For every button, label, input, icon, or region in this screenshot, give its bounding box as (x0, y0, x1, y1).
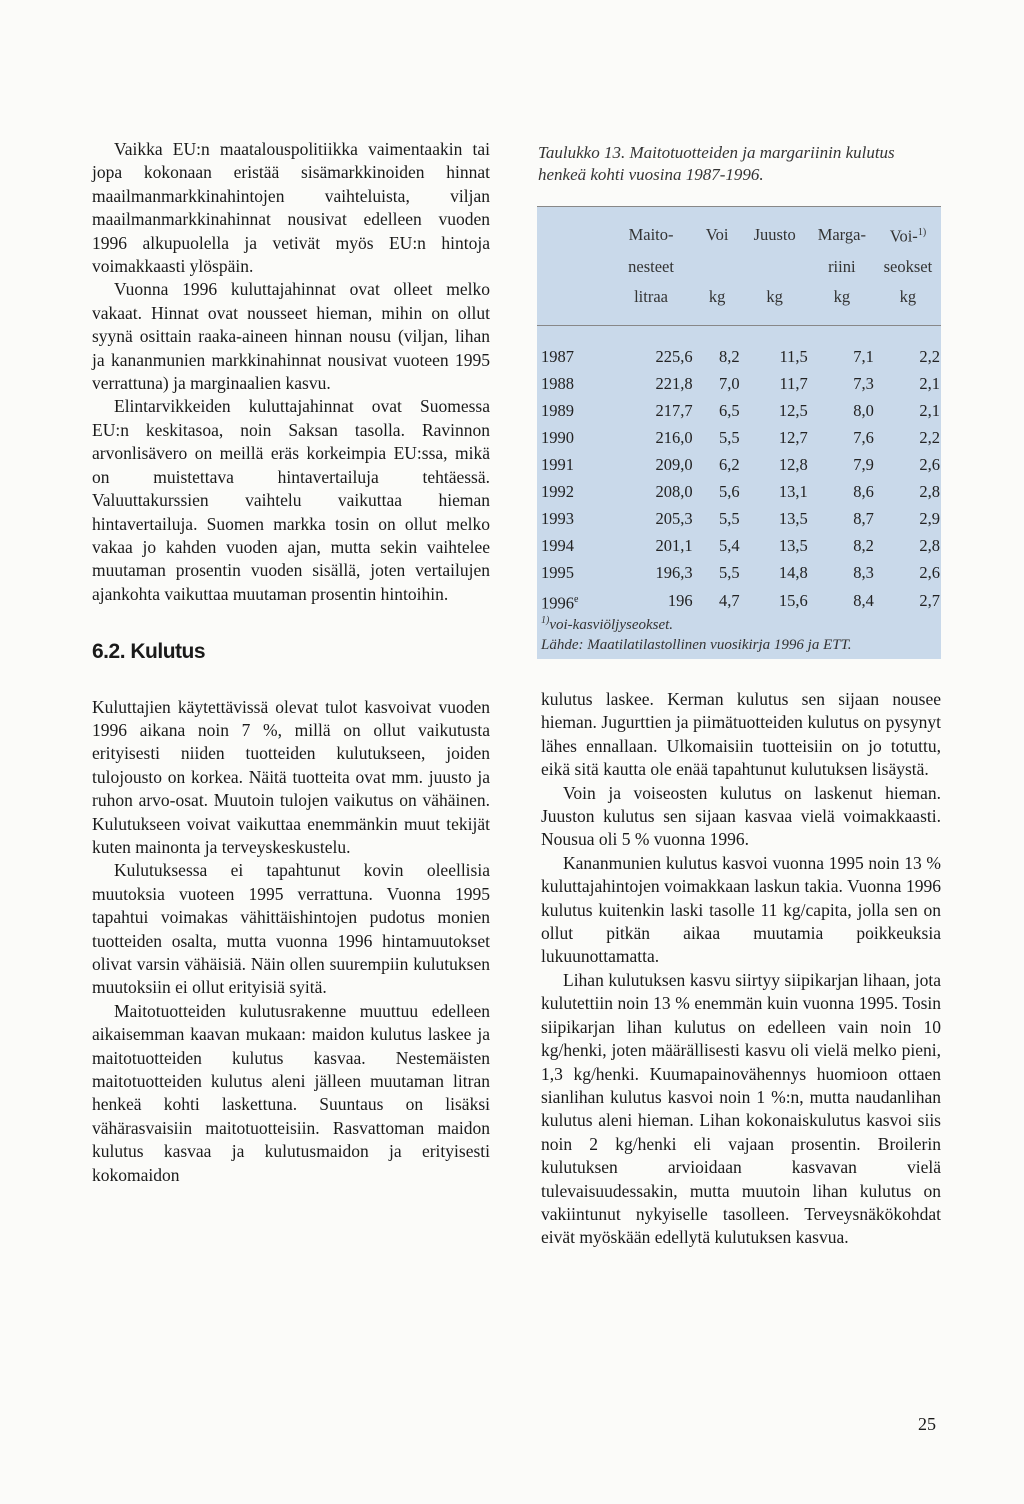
section-heading: 6.2. Kulutus (92, 640, 206, 664)
table-row (537, 478, 941, 505)
table-body (537, 325, 941, 616)
value-cell: 201,1 (655, 535, 693, 555)
value-cell: 2,7 (919, 591, 940, 611)
year-cell: 1996e (541, 593, 579, 612)
value-cell: 8,4 (853, 591, 874, 611)
header-cell: riini (828, 256, 856, 276)
value-cell: 5,5 (718, 427, 740, 447)
table-row (537, 397, 941, 424)
paragraph: Voin ja voiseosten kulutus on laskenut hieman. Juuston kulutus sen sijaan kasvaa vielä voimakkaasti. Nousua oli 5 % vuonna 1996. (541, 782, 941, 850)
unit-cell: kg (809, 282, 875, 326)
value-cell: 13,5 (778, 535, 808, 555)
table-row (537, 559, 941, 586)
year-cell: 1988 (541, 373, 574, 393)
value-cell: 2,1 (919, 373, 940, 393)
header-cell: seokset (883, 256, 933, 276)
value-cell: 8,7 (853, 508, 874, 528)
value-cell: 2,6 (919, 454, 940, 474)
value-cell: 209,0 (655, 454, 693, 474)
right-column (541, 688, 941, 1250)
paragraph: kulutus laskee. Kerman kulutus sen sijaan nousee hieman. Jugurttien ja piimätuotteiden kulutus on pysynyt lähes ennallaan. Ulkomaisiin tuotteisiin on jo totuttu, eikä sitä kautta ole enää tapahtunut kulutuksen lisäystä. (541, 689, 941, 780)
header-milk: Maito- (628, 224, 674, 244)
table-row (537, 532, 941, 559)
value-cell: 205,3 (655, 508, 693, 528)
footnote-mark: 1) (541, 615, 550, 626)
value-cell: 5,5 (718, 562, 740, 582)
source-note: Lähde: Maatilatilastollinen vuosikirja 1996 ja ETT. (541, 637, 852, 653)
value-cell: 8,2 (853, 535, 874, 555)
page-number: 25 (918, 1414, 936, 1434)
value-cell: 7,1 (853, 346, 874, 366)
paragraph: Kulutuksessa ei tapahtunut kovin oleellisia muutoksia vuoteen 1995 verrattuna. Vuonna 1995 tapahtui voimakas vähittäishintojen pudotus monien tuotteiden osalta, mutta vuonna 1996 hintamuutokset olivat varsin vähäisiä. Näin ollen suurempiin kulutuksen muutoksiin ei ollut erityisiä syitä. (92, 860, 490, 998)
year-cell: 1993 (541, 508, 574, 528)
value-cell: 2,2 (919, 427, 940, 447)
value-cell: 4,7 (718, 591, 740, 611)
value-cell: 225,6 (655, 346, 693, 366)
value-cell: 221,8 (655, 373, 693, 393)
header-blends: Voi-$^{1)}$ (889, 226, 927, 246)
year-cell: 1989 (541, 400, 574, 420)
value-cell: 5,4 (718, 535, 740, 555)
table-row (537, 505, 941, 532)
value-cell: 217,7 (655, 400, 693, 420)
table-row (537, 370, 941, 397)
paragraph: Lihan kulutuksen kasvu siirtyy siipikarjan lihaan, jota kulutettiin noin 13 % enemmän kuin vuonna 1995. Tosin siipikarjan lihan kulutus on edelleen vain noin 10 kg/henki, joten määrällisesti kasvu oli vielä melko pieni, 1,3 kg/henki. Kuumapainovähennys huomioon ottaen sianlihan kulutus kasvoi noin 1 %:n, mutta naudanlihan kulutus aleni hieman. Lihan kokonaiskulutus kasvoi siis noin 2 kg/henki eli vajaan prosentin. Broilerin kulutuksen arvioidaan kasvavan vielä tulevaisuudessakin, mutta muutoin lihan kulutus on vakiintunut nykyiselle tasolleen. Terveysnäkökohdat eivät myöskään edellytä kulutuksen kasvua. (541, 969, 941, 1248)
value-cell: 196 (667, 591, 693, 611)
value-cell: 8,2 (718, 346, 740, 366)
paragraph: Vuonna 1996 kuluttajahinnat ovat olleet melko vakaat. Hinnat ovat nousseet hieman, mihin on ollut syynä osittain raaka-aineen hinnan nousu (viljan, lihan ja kananmunien markkinahinnat nousivat vuoteen 1995 verrattuna) ja marginaalien kasvu. (92, 279, 490, 394)
value-cell: 6,2 (718, 454, 740, 474)
value-cell: 216,0 (655, 427, 693, 447)
header-butter: Voi (705, 224, 729, 244)
table-row (537, 424, 941, 451)
value-cell: 12,8 (778, 454, 808, 474)
value-cell: 7,0 (718, 373, 740, 393)
table-row (537, 451, 941, 478)
value-cell: 2,6 (919, 562, 940, 582)
value-cell: 196,3 (655, 562, 693, 582)
value-cell: 15,6 (778, 591, 808, 611)
value-cell: 2,8 (919, 535, 940, 555)
footnote: voi-kasviöljyseokset. (549, 617, 674, 633)
paragraph: Kananmunien kulutus kasvoi vuonna 1995 noin 13 % kuluttajahintojen voimakkaan laskun takia. Vuonna 1996 kulutus kuitenkin laski tasolle 11 kg/capita, jolla sen on ollut pitkän aikaa muutamia poikkeuksia lukuunottamatta. (541, 852, 941, 967)
paragraph: Maitotuotteiden kulutusrakenne muuttuu edelleen aikaisemman kaavan mukaan: maidon kulutus laskee ja maitotuotteiden kulutus kasvaa. Nestemäisten maitotuotteiden kulutus aleni jälleen muutaman litran henkeä kohti laskettuna. Suuntaus on lisäksi vähärasvaisiin maitotuotteisiin. Rasvattoman maidon kulutus kasvaa ja kulutusmaidon ja erityisesti kokomaidon (92, 1000, 490, 1185)
value-cell: 8,6 (853, 481, 874, 501)
unit-cell: litraa (608, 282, 693, 326)
value-cell: 2,9 (919, 508, 940, 528)
value-cell: 13,5 (778, 508, 808, 528)
value-cell: 8,0 (853, 400, 874, 420)
value-cell: 7,3 (853, 373, 874, 393)
estimate-mark: e (574, 593, 579, 605)
value-cell: 11,5 (779, 346, 808, 366)
value-cell: 7,6 (853, 427, 874, 447)
value-cell: 12,7 (778, 427, 808, 447)
header-cheese: Juusto (753, 224, 796, 244)
paragraph: Vaikka EU:n maatalouspolitiikka vaimentaakin tai jopa kokonaan eristää sisämarkkinoiden hinnat maailmanmarkkinahintojen vaihteluista, viljan maailmanmarkkinahinnat nousivat edelleen vuoden 1996 alkupuolella ja vetivät myös EU:n hintoja voimakkaasti ylöspäin. (92, 139, 490, 277)
header-margarine: Marga- (817, 224, 866, 244)
table-caption: Taulukko 13. Maitotuotteiden ja margariinin kulutus henkeä kohti vuosina 1987-1996. (538, 143, 895, 184)
paragraph: Kuluttajien käytettävissä olevat tulot kasvoivat vuoden 1996 aikana noin 7 %, millä on ollut vaikutusta erityisesti niiden tuotteiden kulutukseen, joiden tulojousto on korkea. Näitä tuotteita ovat mm. juusto ja ruhon arvo-osat. Muutoin tulojen vaikutus on vähäinen. Kulutukseen voivat vaikuttaa enemmänkin muut tekijät kuten mainonta ja terveyskeskustelu. (92, 696, 490, 857)
year-cell: 1994 (541, 535, 574, 555)
unit-cell: kg (741, 282, 809, 326)
year-cell: 1995 (541, 562, 574, 582)
value-cell: 2,8 (919, 481, 940, 501)
paragraph: Elintarvikkeiden kuluttajahinnat ovat Suomessa EU:n keskitasoa, noin Saksan tasolla. Ravinnon arvonlisävero on meillä eräs korkeimpia EU:ssa, mikä on muistettava hintavertailuja tehtäessä. Valuuttakurssien vaihtelu vaikuttaa hieman hintavertailuja. Suomen markka tosin on ollut melko vakaa jo kahden vuoden ajan, mutta sekin vaihtelee muutaman prosentin vuoden sisällä, joten vertailujen ajankohta vaikuttaa muutaman prosentin hintoihin. (92, 396, 490, 604)
year-cell: 1992 (541, 481, 574, 501)
value-cell: 208,0 (655, 481, 693, 501)
value-cell: 5,5 (718, 508, 740, 528)
table-row (537, 325, 941, 370)
unit-cell: kg (875, 282, 941, 326)
left-column (92, 138, 490, 1187)
value-cell: 14,8 (778, 562, 808, 582)
unit-cell: kg (694, 282, 741, 326)
consumption-table (537, 206, 941, 659)
value-cell: 12,5 (778, 400, 808, 420)
value-cell: 2,2 (919, 346, 940, 366)
year-cell: 1990 (541, 427, 574, 447)
value-cell: 6,5 (718, 400, 740, 420)
value-cell: 11,7 (779, 373, 808, 393)
value-cell: 13,1 (778, 481, 808, 501)
value-cell: 8,3 (853, 562, 874, 582)
table-notes (541, 611, 852, 655)
value-cell: 2,1 (919, 400, 940, 420)
value-cell: 7,9 (853, 454, 874, 474)
year-cell: 1987 (541, 346, 574, 366)
year-cell: 1991 (541, 454, 574, 474)
value-cell: 5,6 (718, 481, 740, 501)
header-cell: nesteet (628, 256, 674, 276)
